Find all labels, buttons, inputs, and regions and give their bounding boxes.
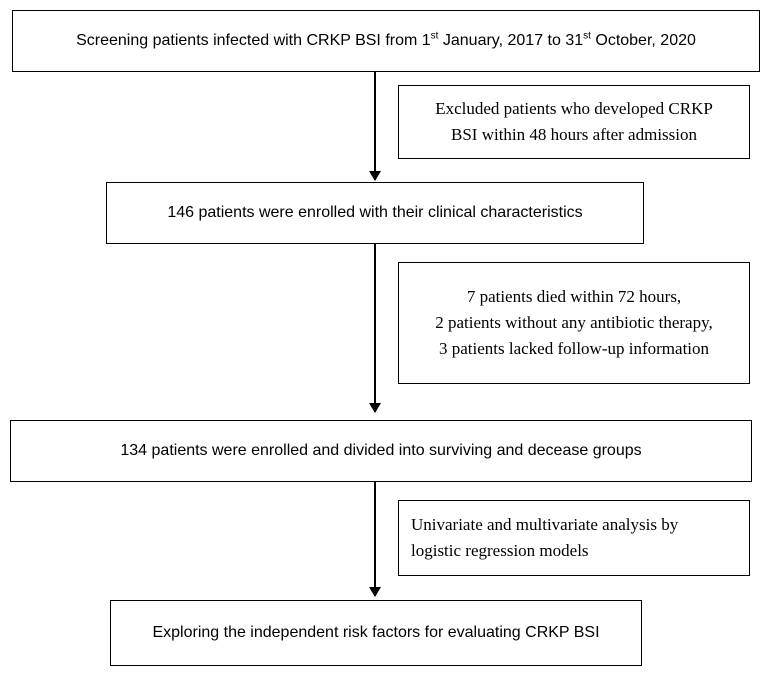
- exclusion-multi-box: [398, 262, 750, 384]
- exclusion-multi-line3: 3 patients lacked follow-up information: [438, 339, 710, 358]
- exclusion-multi-line2: 2 patients without any antibiotic therapy,: [435, 313, 713, 332]
- enrolled-134-text: 134 patients were enrolled and divided into surviving and decease groups: [120, 442, 642, 459]
- analysis-box: [398, 500, 750, 576]
- enrolled-134-box: [10, 420, 752, 482]
- screening-box: [12, 10, 760, 72]
- analysis-line1: Univariate and multivariate analysis by: [411, 515, 679, 534]
- enrolled-146-text: 146 patients were enrolled with their clinical characteristics: [167, 204, 583, 221]
- exclusion-48h-line2: BSI within 48 hours after admission: [450, 125, 697, 144]
- analysis-line2: logistic regression models: [411, 541, 589, 560]
- exploring-box: [110, 600, 642, 666]
- exclusion-multi-line1: 7 patients died within 72 hours,: [466, 287, 682, 306]
- exclusion-48h-line1: Excluded patients who developed CRKP: [435, 99, 713, 118]
- enrolled-146-box: [106, 182, 644, 244]
- exclusion-48h-box: [398, 85, 750, 159]
- screening-text: Screening patients infected with CRKP BSI from 1st January, 2017 to 31st October, 2020: [76, 30, 696, 49]
- exploring-text: Exploring the independent risk factors for evaluating CRKP BSI: [152, 624, 600, 641]
